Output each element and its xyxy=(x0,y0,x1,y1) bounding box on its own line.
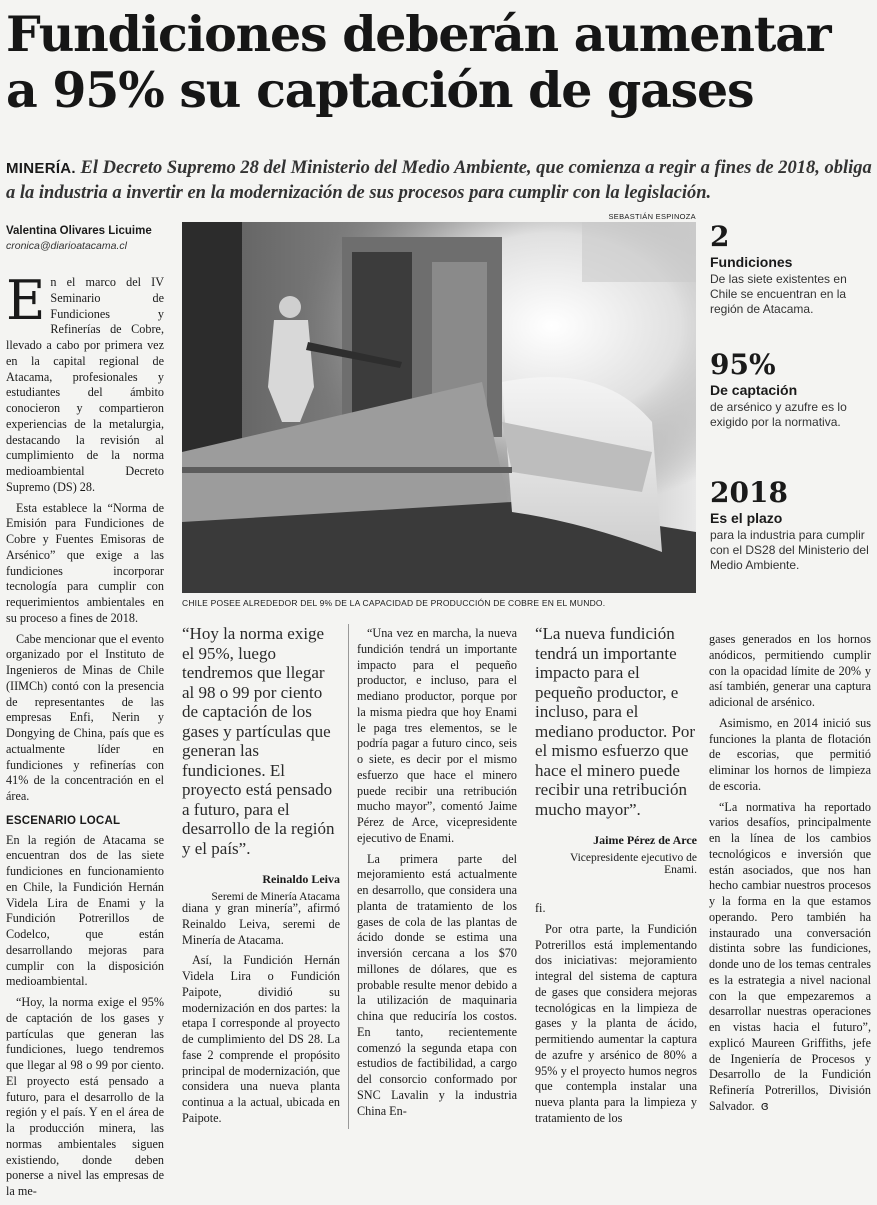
stat-number: 2018 xyxy=(710,476,788,509)
deck xyxy=(6,156,872,205)
paragraph: fi. xyxy=(535,901,546,915)
pull-quote-perez xyxy=(535,624,697,876)
paragraph xyxy=(709,800,871,1115)
pull-quote-text: “Hoy la norma exige el 95%, luego tendremos que llegar al 98 o 99 por ciento de captación de los gases y partículas que generan las fundiciones. El proyecto está pensado a futuro, para el desarrollo de la región y el país”. xyxy=(182,624,335,858)
stat-label: Fundiciones xyxy=(710,254,793,270)
paragraph: Cabe mencionar que el evento organizado por el Instituto de Ingenieros de Minas de Chile (IIMCh) contó con la presencia de representantes de las empresas Enfi, Nerin y Dongying de China, país que es actualmente líder en fundiciones y refinerías con 41% de la concentración en el área. xyxy=(6,631,164,803)
paragraph: “Una vez en marcha, la nueva fundición tendrá un importante impacto para el pequeño productor, e incluso, para el mediano productor, porque por la misma piedra que hoy Enami le paga tres elementos, se le podría pagar a futuro cinco, seis o siete, es decir por el mismo esfuerzo que hace el minero puede recibir una retribución mucho mayor”, comentó Jaime Pérez de Arce, vicepresidente ejecutivo de Enami. xyxy=(357,626,517,845)
article-column-2 xyxy=(182,901,340,1132)
article-column-3 xyxy=(357,626,517,1124)
end-mark-icon: ɞ xyxy=(760,1098,769,1113)
paragraph: En la región de Atacama se encuentran dos de las siete fundiciones en funcionamiento en Chile, la Fundición Hernán Videla Lira de Enami y la Fundición Potrerillos de Codelco, que están desarrollando mejoras para cumplir con la disposición medioambiental. xyxy=(6,832,164,989)
article-column-1 xyxy=(6,269,164,1205)
stat-number: 95% xyxy=(710,348,776,381)
stat-block xyxy=(710,222,870,350)
pull-quote-text: “La nueva fundición tendrá un importante impacto para el pequeño productor, e incluso, para el mediano productor. Por el mismo esfuerzo que hace el minero puede recibir una retribución mucho mayor”. xyxy=(535,624,696,819)
paragraph: Asimismo, en 2014 inició sus funciones la planta de flotación de escorias, que permitió eliminar los hornos de limpieza de escoria. xyxy=(709,715,871,793)
deck-kicker: MINERÍA. xyxy=(6,160,76,177)
stat-number: 2 xyxy=(710,220,730,253)
pull-quote-name: Jaime Pérez de Arce xyxy=(593,833,697,847)
pull-quote-name: Reinaldo Leiva xyxy=(262,872,340,886)
paragraph: gases generados en los hornos anódicos, permitiendo cumplir con la opacidad límite de 20% y así también, generar una captura adicional de arsénico. xyxy=(709,632,871,709)
column-divider xyxy=(348,624,349,1129)
paragraph-text: “La normativa ha reportado varios desafíos, principalmente en la línea de los cambios tecnológicos e inversión que están asociados, que nos han hecho cambiar nuestros procesos y la forma en la que estamos operando. Pero también ha instaurado una conversación distinta sobre las fundiciones, donde uno de los temas centrales es la estrategia a nivel nacional con la que empezaremos a desarrollar nuestras operaciones en vistas hacia el futuro”, explicó Maureen Griffiths, jefe de Ingeniería de Procesos y Desarrollo de la Fundición Refinería Potrerillos, División Salvador. xyxy=(709,799,871,1113)
pull-quote-leiva xyxy=(182,624,340,903)
pull-quote-role: Seremi de Minería Atacama xyxy=(211,891,340,903)
stat-label: De captación xyxy=(710,382,798,398)
paragraph: La primera parte del mejoramiento está actualmente en desarrollo, que considera una planta de tratamiento de los gases de cola de las plantas de ácido donde se estima una inversión cercana a los $70 millones de dólares, que es probable resulte menor debido a la utilización de maquinaria china que reduciría los costos. En tanto, recientemente comenzó la segunda etapa con estudios de factibilidad, a cargo del consorcio conformado por SNC Lavalin y la industria China En- xyxy=(357,851,517,1118)
headline: Fundiciones deberán aumentar a 95% su captación de gases xyxy=(6,5,831,119)
article-column-5 xyxy=(709,632,871,1120)
deck-text: El Decreto Supremo 28 del Ministerio del Medio Ambiente, que comienza a regir a fines de 2018, obliga a la industria a invertir en la modernización de sus procesos para cumplir con la legislación. xyxy=(6,158,872,203)
paragraph: “Hoy, la norma exige el 95% de captación de los gases y partículas que generan las fundiciones, luego tendremos que llegar al 98 o 99 por ciento. El proyecto está pensado a futuro, para el desarrollo de la región y el país. Y en el área de la producción minera, las normas ambientales siguen existiendo, donde deben ponerse a nivel las empresas de la me- xyxy=(6,995,164,1198)
stats-sidebar xyxy=(710,222,870,573)
stat-block xyxy=(710,350,870,478)
paragraph: Esta establece la “Norma de Emisión para Fundiciones de Cobre y Fuentes Emisoras de Arsénico” que exige a las fundiciones incorporar tecnología para cumplir con requerimientos ambientales en su proceso a fines de 2018. xyxy=(6,500,164,625)
photo-caption: CHILE POSEE ALREDEDOR DEL 9% DE LA CAPACIDAD DE PRODUCCIÓN DE COBRE EN EL MUNDO. xyxy=(182,598,606,608)
stat-description: de arsénico y azufre es lo exigido por la normativa. xyxy=(710,400,847,429)
paragraph: Así, la Fundición Hernán Videla Lira o Fundición Paipote, dividió su modernización en dos partes: la etapa I corresponde al proyecto de cumplimiento del DS 28. La fase 2 comprende el propósito principal de modernización, que considera una nueva planta continua a la actual, ubicada en Paipote. xyxy=(182,953,340,1125)
photo-credit: SEBASTIÁN ESPINOZA xyxy=(608,212,696,221)
subhead-escenario-local: ESCENARIO LOCAL xyxy=(6,814,121,827)
stat-block xyxy=(710,478,870,573)
paragraph-text: n el marco del IV Seminario de Fundiciones y Refinerías de Cobre, llevado a cabo por primera vez en la capital regional de Atacama, profesionales y estudiantes del ámbito conocieron y compartieron experiencias de la metalurgia, destacando la revisión al cumplimiento de la norma medioambiental Decreto Supremo (DS) 28. xyxy=(6,275,164,494)
smelter-photo xyxy=(182,222,696,593)
paragraph: diana y gran minería”, afirmó Reinaldo Leiva, seremi de Minería de Atacama. xyxy=(182,901,340,947)
pull-quote-role: Vicepresidente ejecutivo de Enami. xyxy=(569,852,697,876)
stat-description: De las siete existentes en Chile se encuentran en la región de Atacama. xyxy=(710,272,847,316)
smelter-photo-illustration xyxy=(182,222,696,593)
paragraph: Por otra parte, la Fundición Potrerillos está implementando dos iniciativas: mejoramiento integral del sistema de captura de gases que considera mejoras tecnológicas en la limpieza de gases y la planta de ácido, permitiendo aumentar la captura de azufre y arsénico de 80% a 95% y el proyecto humos negros que contempla instalar una nueva planta para la limpieza y tratamiento de los xyxy=(535,921,697,1125)
article-column-4 xyxy=(535,901,697,1132)
byline-name: Valentina Olivares Licuime xyxy=(6,225,152,237)
paragraph xyxy=(6,269,164,496)
byline-email: cronica@diarioatacama.cl xyxy=(6,240,127,252)
stat-description: para la industria para cumplir con el DS28 del Ministerio del Medio Ambiente. xyxy=(710,528,869,572)
dropcap: E xyxy=(6,269,46,332)
stat-label: Es el plazo xyxy=(710,510,783,526)
byline xyxy=(6,225,176,252)
